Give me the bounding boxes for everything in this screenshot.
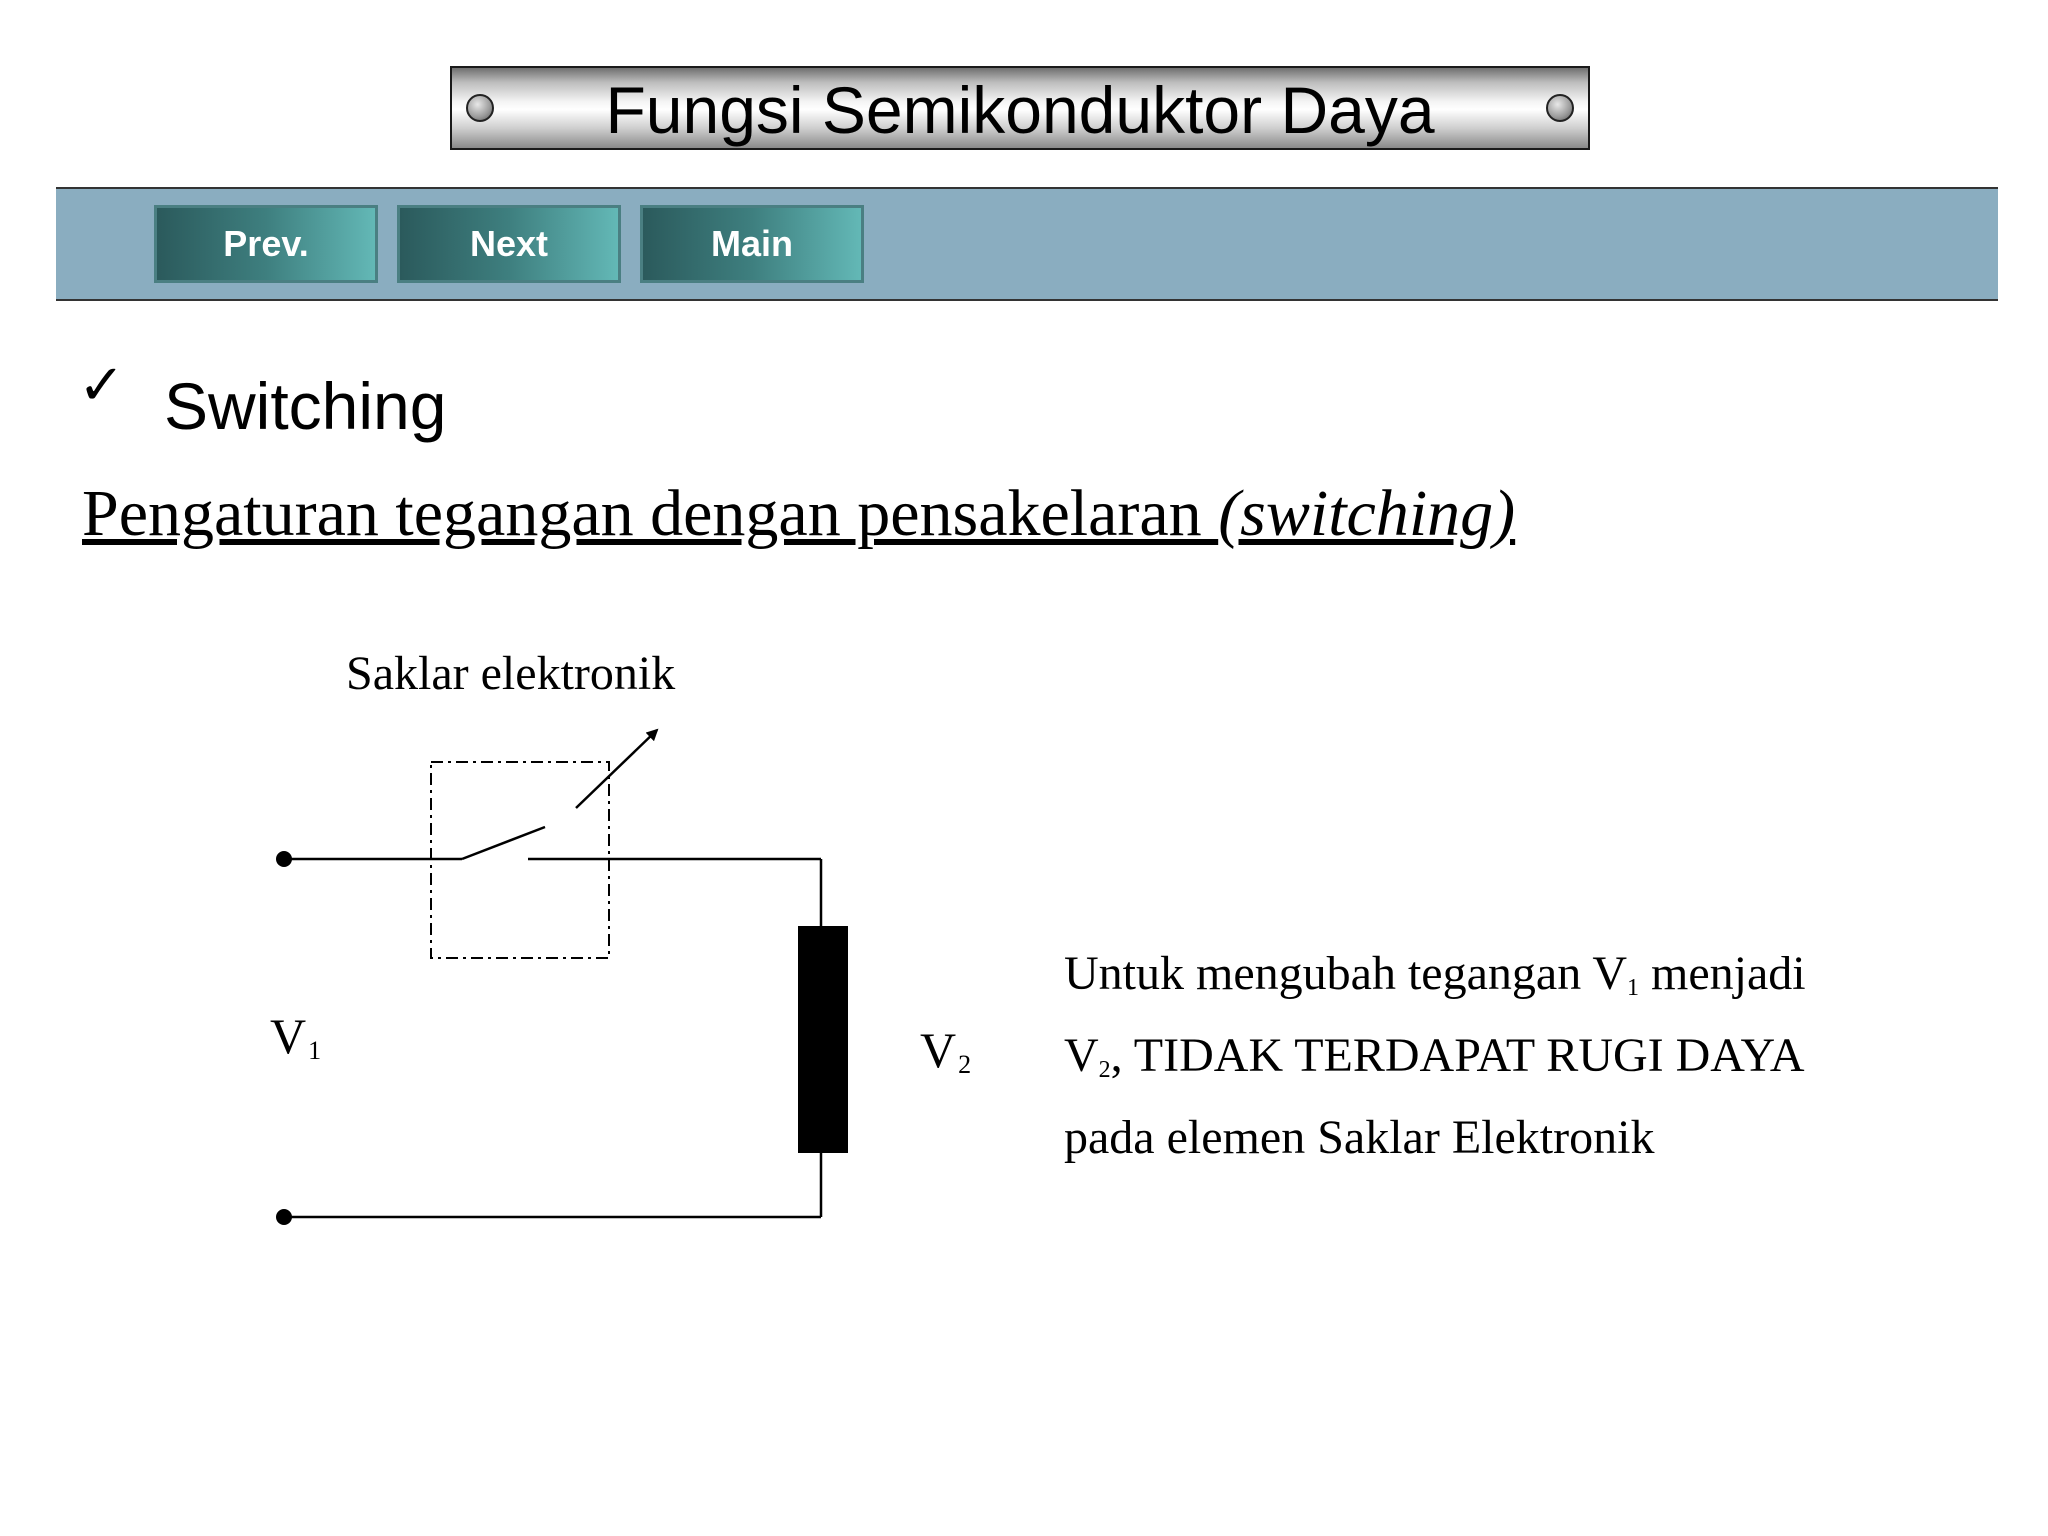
control-arrow-icon <box>576 730 657 808</box>
description-line-2-b: , TIDAK TERDAPAT RUGI DAYA <box>1110 1029 1805 1082</box>
page-title: Fungsi Semikonduktor Daya <box>605 73 1435 147</box>
prev-button[interactable]: Prev. <box>154 205 378 283</box>
v1-label <box>270 1008 321 1079</box>
v2-subscript: 2 <box>958 1050 972 1079</box>
description-line-2-a: V <box>1064 1029 1099 1082</box>
description-line-1-a: Untuk mengubah tegangan V <box>1064 947 1627 1000</box>
description-text <box>1064 940 1964 1172</box>
v2-label <box>920 1022 971 1093</box>
description-line-2 <box>1064 1022 1964 1104</box>
load-resistor <box>798 926 848 1153</box>
subtitle-italic-text: (switching) <box>1218 477 1516 550</box>
description-line-1-b: menjadi <box>1639 947 1806 1000</box>
description-line-1-sub: 1 <box>1627 975 1639 1001</box>
switch-label: Saklar elektronik <box>346 647 676 700</box>
terminal-top <box>276 851 292 867</box>
next-button[interactable]: Next <box>397 205 621 283</box>
description-line-1 <box>1064 940 1964 1022</box>
bullet-heading: Switching <box>164 369 447 443</box>
checkmark-icon: ✓ <box>78 353 125 418</box>
switch-blade <box>462 827 545 859</box>
terminal-bottom <box>276 1209 292 1225</box>
v2-main: V <box>920 1022 957 1078</box>
description-line-3: pada elemen Saklar Elektronik <box>1064 1111 1655 1164</box>
v1-subscript: 1 <box>308 1036 322 1065</box>
subtitle-main-text: Pengaturan tegangan dengan pensakelaran <box>82 477 1219 550</box>
description-line-2-sub: 2 <box>1098 1057 1111 1083</box>
v1-main: V <box>270 1008 307 1064</box>
main-button[interactable]: Main <box>640 205 864 283</box>
